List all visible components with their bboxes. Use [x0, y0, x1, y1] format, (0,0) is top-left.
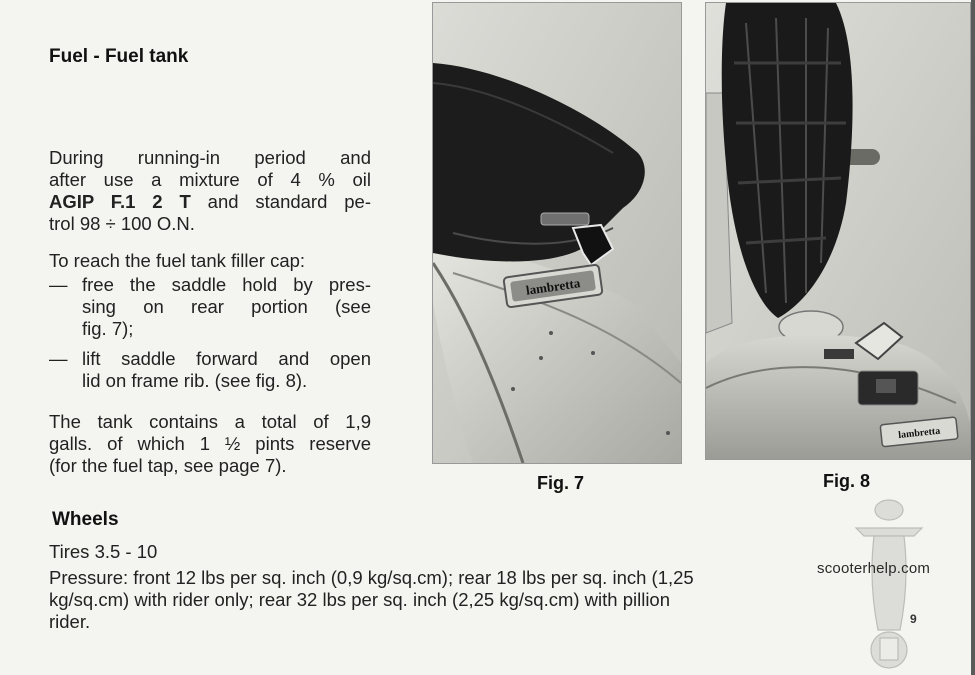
badge-text: lambretta	[524, 275, 582, 298]
page-edge	[971, 0, 975, 675]
filler-cap-intro: To reach the fuel tank filler cap:	[49, 250, 306, 271]
text-fragment: and standard pe-	[190, 191, 371, 212]
text-line: The tank contains a total of 1,9	[49, 411, 371, 432]
fuel-heading: Fuel - Fuel tank	[49, 46, 189, 67]
watermark: scooterhelp.com	[817, 560, 931, 577]
tank-capacity-paragraph	[49, 411, 371, 477]
bullet-dash: —	[49, 274, 68, 295]
scooter-logo-icon	[852, 490, 926, 670]
text-line: sing on rear portion (see	[82, 296, 371, 317]
text-line: free the saddle hold by pres-	[82, 274, 371, 295]
figure-8-caption: Fig. 8	[823, 471, 871, 491]
figure-7-caption: Fig. 7	[537, 473, 585, 493]
figure-7-photo	[432, 2, 682, 464]
tires-spec: Tires 3.5 - 10	[49, 541, 158, 562]
text-line: lift saddle forward and open	[82, 348, 371, 369]
text-line: During running-in period and	[49, 147, 371, 168]
text-line: kg/sq.cm) with rider only; rear 32 lbs per sq. inch (2,25 kg/sq.cm) with pillion	[49, 589, 671, 610]
text-line: rider.	[49, 611, 91, 632]
text-line: lid on frame rib. (see fig. 8).	[82, 370, 308, 391]
text-line: (for the fuel tap, see page 7).	[49, 455, 287, 476]
bullet-dash: —	[49, 348, 68, 369]
text-line: galls. of which 1 ½ pints reserve	[49, 433, 371, 454]
fuel-lid-illustration	[706, 3, 970, 459]
bullet-item	[49, 274, 371, 340]
wheels-heading: Wheels	[52, 509, 119, 530]
oil-brand: AGIP F.1 2 T	[49, 191, 191, 212]
figure-8-photo	[705, 2, 971, 460]
fuel-mixture-paragraph	[49, 147, 371, 235]
saddle-release-illustration	[433, 3, 681, 463]
text-line	[49, 191, 371, 213]
page-number: 9	[910, 612, 917, 626]
text-line: after use a mixture of 4 % oil	[49, 169, 371, 190]
bullet-item	[49, 348, 371, 392]
pressure-paragraph	[49, 567, 909, 633]
text-line: trol 98 ÷ 100 O.N.	[49, 213, 195, 234]
text-line: Pressure: front 12 lbs per sq. inch (0,9 kg/sq.cm); rear 18 lbs per sq. inch (1,25	[49, 567, 694, 588]
badge-text: lambretta	[897, 425, 941, 442]
text-line: fig. 7);	[82, 318, 134, 339]
